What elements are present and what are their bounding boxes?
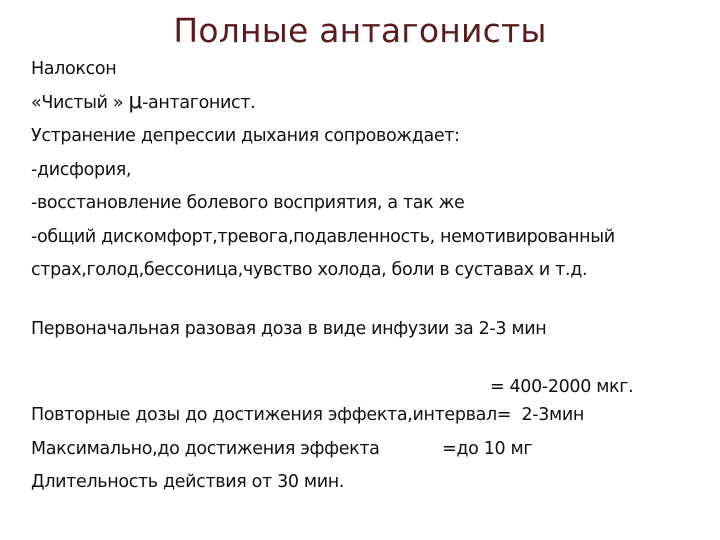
slide-title: Полные антагонисты	[173, 11, 547, 50]
antagonist-type-suffix: -антагонист.	[142, 93, 256, 113]
effect-item-discomfort: -общий дискомфорт,тревога,подавленность, немотивированный	[31, 227, 615, 247]
initial-dose-value: = 400-2000 мкг.	[490, 377, 634, 397]
mu-symbol: μ	[128, 89, 143, 114]
antagonist-type-prefix: «Чистый »	[31, 93, 129, 113]
max-dose-line: Максимально,до достижения эффекта =до 10 мг	[31, 439, 533, 459]
respiratory-depression-line: Устранение депрессии дыхания сопровождает:	[31, 126, 460, 146]
antagonist-type-line	[31, 89, 711, 115]
drug-name-line: Налоксон	[31, 59, 117, 79]
effect-item-discomfort-continued: страх,голод,бессоница,чувство холода, боли в суставах и т.д.	[31, 260, 588, 280]
repeat-dose-line: Повторные дозы до достижения эффекта,интервал= 2-3мин	[31, 405, 585, 425]
initial-dose-line: Первоначальная разовая доза в виде инфузии за 2-3 мин	[31, 319, 547, 339]
effect-item-pain-perception: -восстановление болевого восприятия, а так же	[31, 193, 465, 213]
duration-line: Длительность действия от 30 мин.	[31, 472, 345, 492]
effect-item-dysphoria: -дисфория,	[31, 160, 132, 180]
